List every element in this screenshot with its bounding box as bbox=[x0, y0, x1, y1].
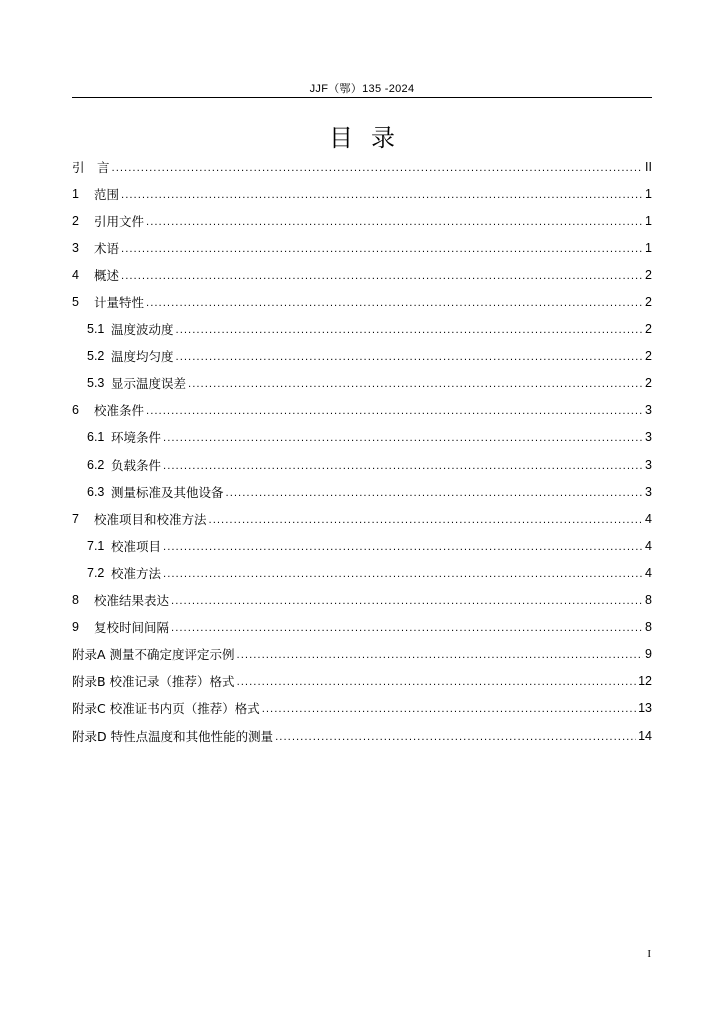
toc-number: 6.2 bbox=[87, 457, 105, 472]
toc-leader bbox=[146, 214, 643, 228]
toc-page: 4 bbox=[645, 538, 652, 553]
toc-number: 7.2 bbox=[87, 565, 105, 580]
toc-page: 3 bbox=[645, 430, 652, 445]
toc-label: 测量标准及其他设备 bbox=[111, 484, 224, 500]
toc-page: 2 bbox=[645, 376, 652, 391]
toc-number: 5.1 bbox=[87, 322, 105, 337]
toc-leader bbox=[226, 485, 644, 499]
toc-label: 温度均匀度 bbox=[111, 349, 174, 365]
toc-entry-5[interactable] bbox=[72, 288, 652, 315]
toc-page: 1 bbox=[645, 186, 652, 201]
toc-page: 2 bbox=[645, 322, 652, 337]
toc-label: 概述 bbox=[94, 267, 120, 283]
toc-leader bbox=[121, 187, 643, 201]
toc-page: 9 bbox=[645, 647, 652, 662]
toc-label: 附录C 校准证书内页（推荐）格式 bbox=[72, 701, 260, 717]
toc-number: 6.3 bbox=[87, 484, 105, 499]
toc-label: 校准条件 bbox=[94, 403, 145, 419]
toc-entry-6-3[interactable] bbox=[72, 478, 652, 505]
toc-leader bbox=[112, 160, 644, 174]
toc-page: 2 bbox=[645, 267, 652, 282]
toc-page: 2 bbox=[645, 295, 652, 310]
toc-entry-appendix-b[interactable] bbox=[72, 668, 652, 695]
toc-number: 5.3 bbox=[87, 376, 105, 391]
toc-leader bbox=[163, 458, 643, 472]
toc-page: 4 bbox=[645, 511, 652, 526]
toc-entry-7[interactable] bbox=[72, 505, 652, 532]
toc-page: II bbox=[645, 159, 652, 174]
toc-leader bbox=[171, 593, 643, 607]
toc-label: 引用文件 bbox=[94, 213, 145, 229]
toc-page: 4 bbox=[645, 565, 652, 580]
toc-leader bbox=[163, 566, 643, 580]
toc-page: 1 bbox=[645, 213, 652, 228]
toc-entry-9[interactable] bbox=[72, 614, 652, 641]
toc-number: 2 bbox=[72, 213, 79, 228]
toc-number: 8 bbox=[72, 593, 79, 608]
toc-label: 附录B 校准记录（推荐）格式 bbox=[72, 674, 235, 690]
toc-page: 3 bbox=[645, 403, 652, 418]
toc-page: 3 bbox=[645, 457, 652, 472]
toc-number: 7 bbox=[72, 511, 79, 526]
toc-entry-6[interactable] bbox=[72, 397, 652, 424]
toc-label: 附录A 测量不确定度评定示例 bbox=[72, 647, 235, 663]
toc-number: 9 bbox=[72, 620, 79, 635]
toc-entry-8[interactable] bbox=[72, 587, 652, 614]
toc-entry-6-1[interactable] bbox=[72, 424, 652, 451]
toc-label: 温度波动度 bbox=[111, 322, 174, 338]
toc-page: 1 bbox=[645, 240, 652, 255]
toc-page: 14 bbox=[638, 728, 652, 743]
toc-number: 5.2 bbox=[87, 349, 105, 364]
toc-leader bbox=[163, 430, 643, 444]
toc-leader bbox=[171, 620, 643, 634]
toc-entry-2[interactable] bbox=[72, 207, 652, 234]
toc-page: 8 bbox=[645, 620, 652, 635]
toc-label: 复校时间间隔 bbox=[94, 620, 170, 636]
toc-label: 引 言 bbox=[72, 159, 110, 175]
toc-page: 8 bbox=[645, 593, 652, 608]
document-header: JJF（鄂）135 -2024 bbox=[309, 83, 415, 95]
toc-page: 12 bbox=[638, 674, 652, 689]
toc-label: 术语 bbox=[94, 240, 120, 256]
page-title: 目录 bbox=[329, 124, 413, 152]
toc-label: 环境条件 bbox=[111, 430, 162, 446]
toc-number: 6 bbox=[72, 403, 79, 418]
toc-label: 校准方法 bbox=[111, 565, 162, 581]
toc-page: 3 bbox=[645, 484, 652, 499]
page-number: I bbox=[647, 948, 651, 960]
toc-entry-appendix-a[interactable] bbox=[72, 641, 652, 668]
toc-leader bbox=[176, 322, 644, 336]
toc-leader bbox=[121, 268, 643, 282]
toc-page: 2 bbox=[645, 349, 652, 364]
toc-entry-appendix-c[interactable] bbox=[72, 695, 652, 722]
toc-label: 校准结果表达 bbox=[94, 593, 170, 609]
toc-leader bbox=[146, 295, 643, 309]
toc-entry-5-3[interactable] bbox=[72, 370, 652, 397]
toc-label: 负载条件 bbox=[111, 457, 162, 473]
toc-entry-4[interactable] bbox=[72, 261, 652, 288]
toc-entry-5-2[interactable] bbox=[72, 343, 652, 370]
toc-entry-1[interactable] bbox=[72, 180, 652, 207]
toc-leader bbox=[237, 674, 637, 688]
toc-number: 1 bbox=[72, 186, 79, 201]
toc-leader bbox=[163, 539, 643, 553]
toc-leader bbox=[275, 729, 636, 743]
toc-number: 5 bbox=[72, 295, 79, 310]
toc-leader bbox=[121, 241, 643, 255]
toc-label: 计量特性 bbox=[94, 295, 145, 311]
toc-leader bbox=[262, 701, 636, 715]
toc-label: 范围 bbox=[94, 186, 120, 202]
toc-leader bbox=[146, 403, 643, 417]
toc-leader bbox=[209, 512, 644, 526]
toc-entry-7-2[interactable] bbox=[72, 559, 652, 586]
toc-entry-7-1[interactable] bbox=[72, 532, 652, 559]
toc-leader bbox=[237, 647, 644, 661]
toc-entry-3[interactable] bbox=[72, 234, 652, 261]
toc-number: 3 bbox=[72, 240, 79, 255]
toc-label: 附录D 特性点温度和其他性能的测量 bbox=[72, 728, 274, 744]
toc-leader bbox=[188, 376, 643, 390]
header-rule bbox=[72, 97, 652, 98]
toc-number: 4 bbox=[72, 267, 79, 282]
toc-entry-appendix-d[interactable] bbox=[72, 722, 652, 749]
toc-label: 校准项目和校准方法 bbox=[94, 511, 207, 527]
toc-label: 校准项目 bbox=[111, 538, 162, 554]
toc-entry-5-1[interactable] bbox=[72, 316, 652, 343]
table-of-contents bbox=[72, 153, 652, 749]
toc-number: 6.1 bbox=[87, 430, 105, 445]
toc-page: 13 bbox=[638, 701, 652, 716]
toc-entry-foreword[interactable] bbox=[72, 153, 652, 180]
toc-entry-6-2[interactable] bbox=[72, 451, 652, 478]
toc-leader bbox=[176, 349, 644, 363]
toc-number: 7.1 bbox=[87, 538, 105, 553]
toc-label: 显示温度误差 bbox=[111, 376, 187, 392]
